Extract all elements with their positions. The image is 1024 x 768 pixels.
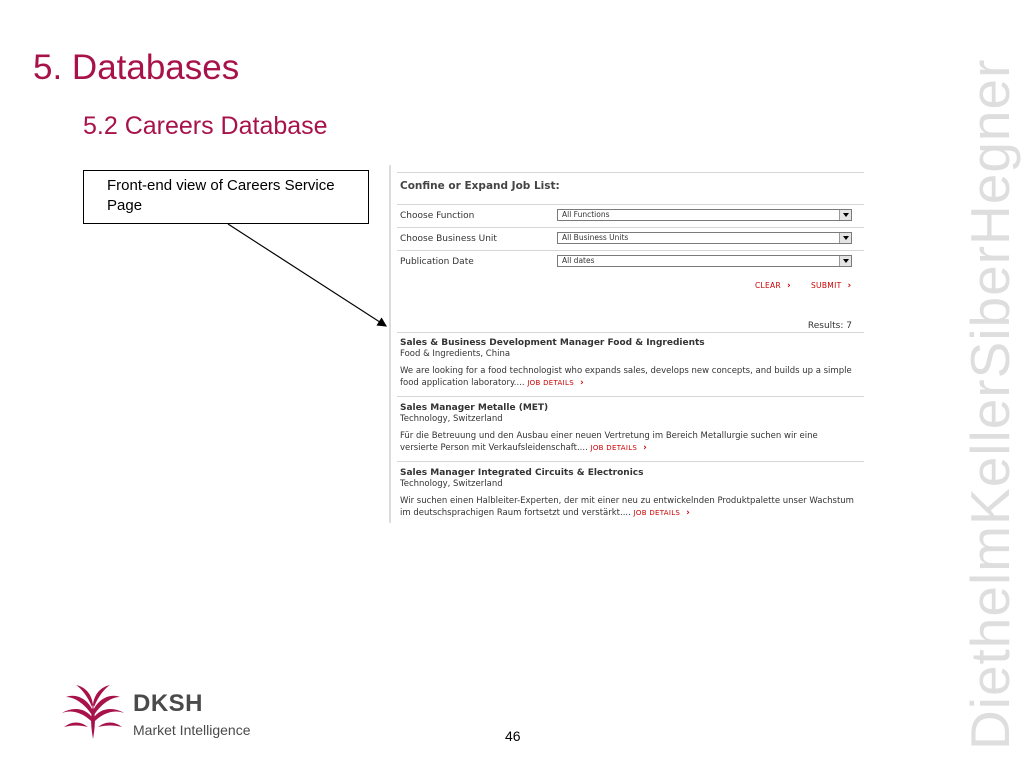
watermark: DiethelmKellerSiberHegner [959,58,1021,750]
job-location: Food & Ingredients, China [400,349,511,359]
job-details-link[interactable] [527,379,584,387]
filter-label-business-unit: Choose Business Unit [400,234,497,244]
job-description [400,430,855,454]
slide-subtitle: 5.2 Careers Database [83,112,328,140]
divider [397,396,864,397]
filter-label-function: Choose Function [400,211,475,221]
publication-date-select[interactable] [557,255,852,267]
job-description [400,365,855,389]
results-count: Results: 7 [807,321,852,331]
job-title[interactable]: Sales Manager Metalle (MET) [400,403,549,413]
job-details-label: JOB DETAILS [633,509,681,517]
careers-panel [389,165,864,523]
panel-edge [389,165,391,523]
job-title[interactable]: Sales & Business Development Manager Food & Ingredients [400,338,705,348]
job-listing [400,403,855,454]
job-details-label: JOB DETAILS [590,444,638,452]
clear-button[interactable] [755,281,791,291]
logo-name: DKSH [133,690,204,717]
business-unit-select-value: All Business Units [562,233,629,242]
divider [397,332,864,333]
panel-heading: Confine or Expand Job List: [400,180,560,192]
job-details-link[interactable] [634,509,691,517]
dropdown-arrow-icon[interactable] [839,210,851,220]
divider [397,461,864,462]
job-listing [400,468,855,519]
publication-date-select-value: All dates [562,256,595,265]
chevron-right-icon: › [787,281,792,291]
divider [397,227,864,228]
divider [397,250,864,251]
slide-title: 5. Databases [33,48,240,87]
job-description-text: We are looking for a food technologist who expands sales, develops new concepts, and builds up a simple food application laboratory.... [400,366,852,388]
chevron-right-icon: › [579,378,584,388]
job-listing [400,338,855,389]
job-details-link[interactable] [591,444,648,452]
divider [397,204,864,205]
job-title[interactable]: Sales Manager Integrated Circuits & Electronics [400,468,644,478]
dksh-logo-icon [60,683,126,743]
job-description-text: Wir suchen einen Halbleiter-Experten, der mit einer neu zu entwickelnden Produktpalette unser Wachstum im deutschsprachigen Raum fortsetzt und verstärkt.... [400,496,854,518]
job-location: Technology, Switzerland [400,414,503,424]
job-description [400,495,855,519]
job-description-text: Für die Betreuung und den Ausbau einer neuen Vertretung im Bereich Metallurgie suchen wir eine versierte Person mit Verkaufsleidenschaft.... [400,431,818,453]
clear-label: CLEAR [755,281,781,290]
divider [397,172,864,173]
business-unit-select[interactable] [557,232,852,244]
function-select[interactable] [557,209,852,221]
logo-subtitle: Market Intelligence [133,722,251,738]
chevron-right-icon: › [847,281,852,291]
dropdown-arrow-icon[interactable] [839,256,851,266]
dropdown-arrow-icon[interactable] [839,233,851,243]
filter-label-publication-date: Publication Date [400,257,474,267]
callout-box: Front-end view of Careers Service Page [83,170,369,224]
chevron-right-icon: › [686,508,691,518]
page-number: 46 [505,728,521,744]
submit-label: SUBMIT [811,281,842,290]
function-select-value: All Functions [562,210,610,219]
chevron-right-icon: › [643,443,648,453]
job-details-label: JOB DETAILS [527,379,574,387]
submit-button[interactable] [811,281,851,291]
job-location: Technology, Switzerland [400,479,503,489]
